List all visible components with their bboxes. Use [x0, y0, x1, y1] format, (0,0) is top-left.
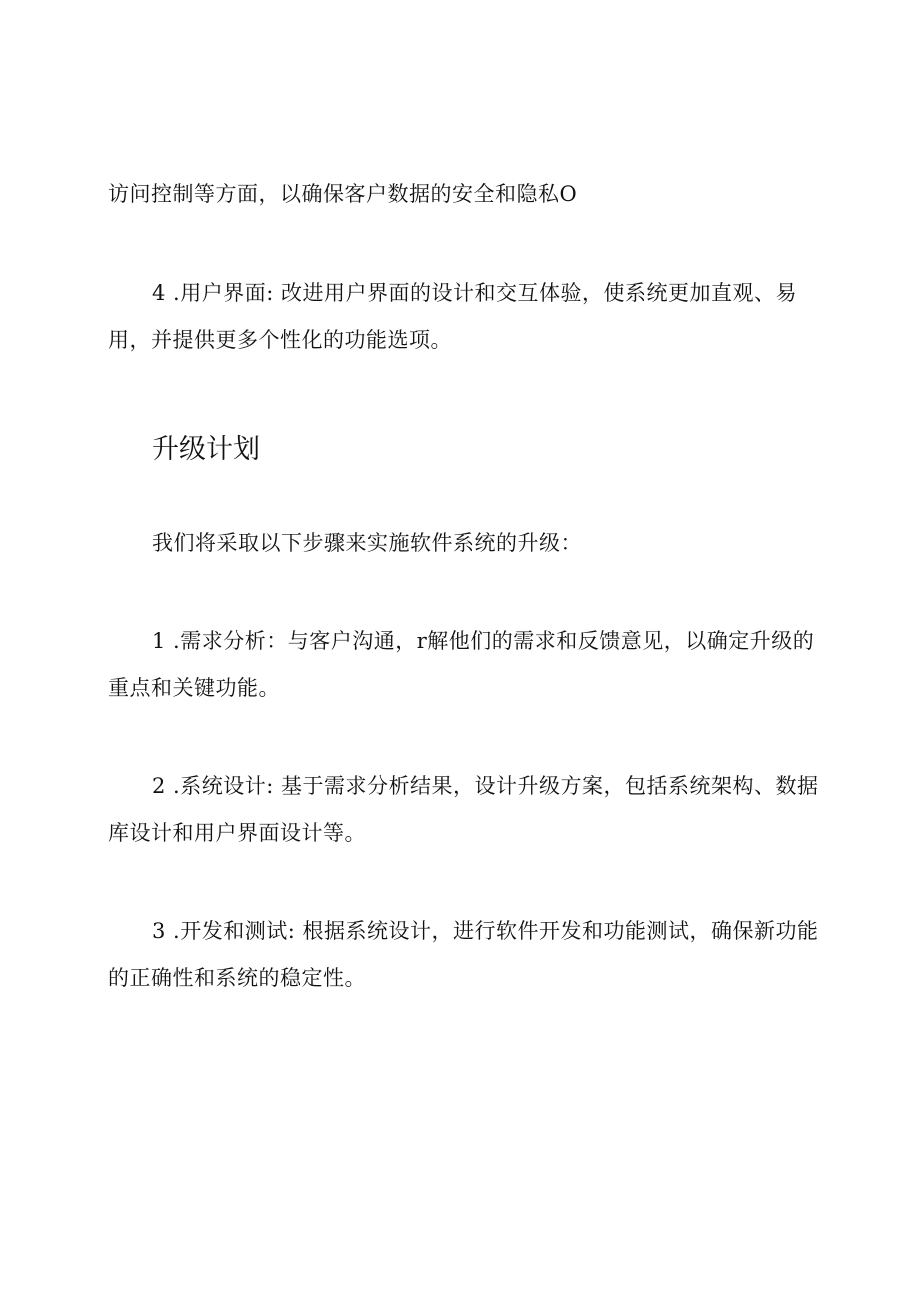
- step-system-design: 2 .系统设计: 基于需求分析结果，设计升级方案，包括系统架构、数据库设计和用户界面设计等。: [108, 774, 819, 845]
- list-item-user-interface: 4 .用户界面: 改进用户界面的设计和交互体验，使系统更加直观、易用，并提供更多个性化的功能选项。: [108, 281, 797, 352]
- step-development-testing: 3 .开发和测试: 根据系统设计，进行软件开发和功能测试，确保新功能的正确性和系统的稳定性。: [108, 919, 819, 990]
- step-requirements-analysis: 1 .需求分析：与客户沟通，r解他们的需求和反馈意见，以确定升级的重点和关键功能。: [108, 629, 815, 700]
- intro-paragraph: 我们将采取以下步骤来实施软件系统的升级：: [152, 531, 582, 555]
- section-heading: 升级计划: [152, 434, 260, 465]
- continuation-paragraph: 访问控制等方面，以确保客户数据的安全和隐私O: [108, 182, 578, 206]
